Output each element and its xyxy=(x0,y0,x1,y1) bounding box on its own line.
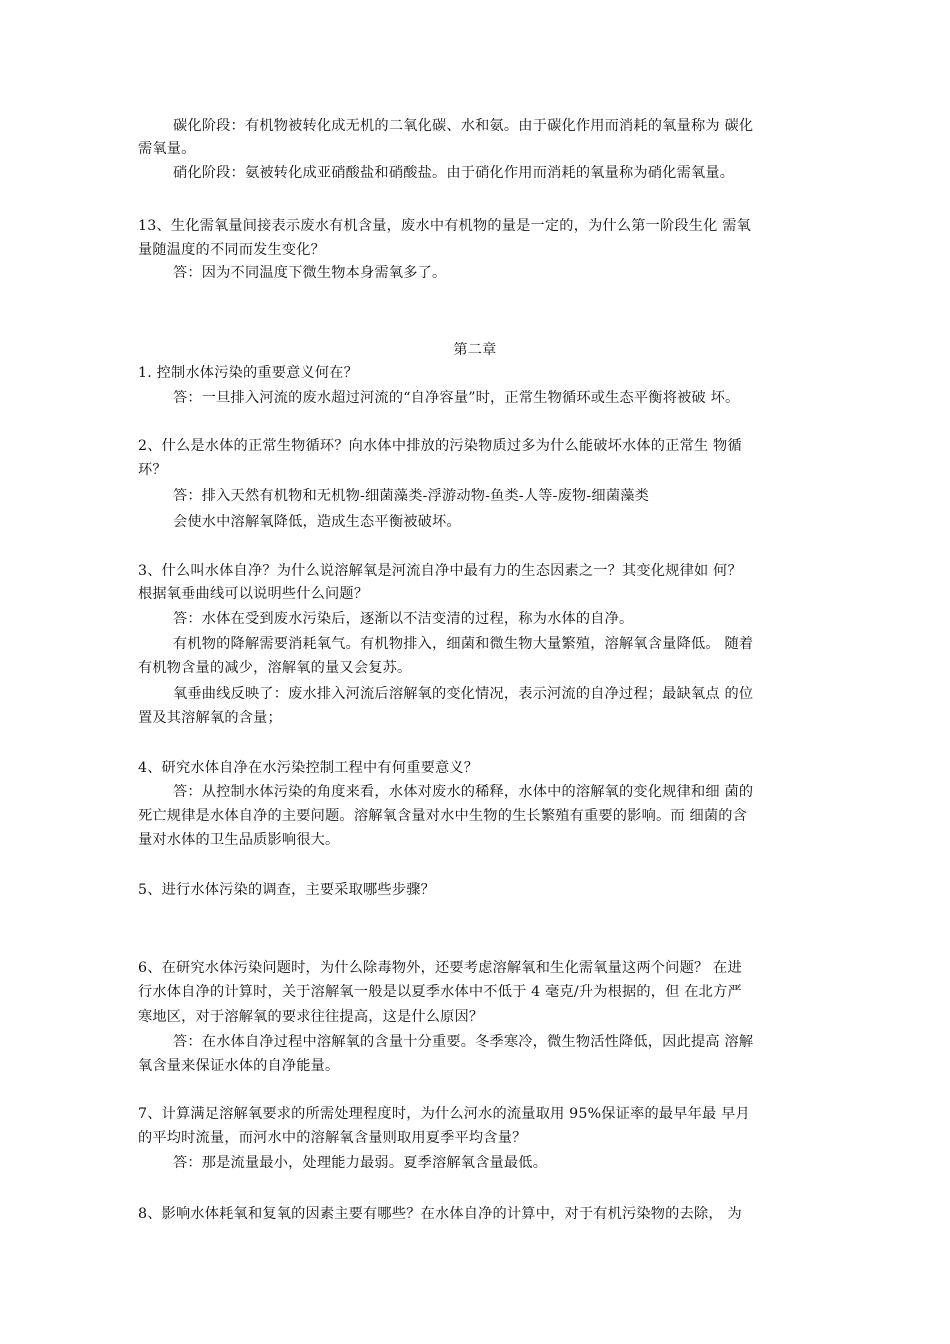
question-line: 5、进行水体污染的调查，主要采取哪些步骤？ xyxy=(138,882,435,898)
answer-line: 置及其溶解氧的含量； xyxy=(138,710,282,726)
question-line: 量随温度的不同而发生变化？ xyxy=(138,242,326,258)
answer-line: 答：那是流量最小，处理能力最弱。夏季溶解氧含量最低。 xyxy=(173,1155,548,1171)
question-line: 4、研究水体自净在水污染控制工程中有何重要意义？ xyxy=(138,760,479,776)
question-line: 环？ xyxy=(138,462,167,478)
question-line: 13、生化需氧量间接表示废水有机含量，废水中有机物的量是一定的，为什么第一阶段生化 需氧 xyxy=(138,218,752,234)
answer-line: 答：从控制水体污染的角度来看，水体对废水的稀释，水体中的溶解氧的变化规律和细 菌的 xyxy=(173,784,754,800)
question-line: 7、计算满足溶解氧要求的所需处理程度时，为什么河水的流量取用 95%保证率的最早年最 早月 xyxy=(138,1106,750,1122)
question-line: 根据氧垂曲线可以说明些什么问题？ xyxy=(138,586,369,602)
answer-line: 有机物的降解需要消耗氧气。有机物排入，细菌和微生物大量繁殖，溶解氧含量降低。 随着 xyxy=(173,636,754,652)
answer-line: 量对水体的卫生品质影响很大。 xyxy=(138,832,340,848)
answer-line: 氧垂曲线反映了：废水排入河流后溶解氧的变化情况，表示河流的自净过程；最缺氧点 的位 xyxy=(173,686,754,702)
question-line: 的平均时流量，而河水中的溶解氧含量则取用夏季平均含量？ xyxy=(138,1130,527,1146)
text-line: 需氧量。 xyxy=(138,141,196,157)
question-line: 6、在研究水体污染问题时，为什么除毒物外，还要考虑溶解氧和生化需氧量这两个问题？ 在进 xyxy=(138,960,742,976)
answer-line: 有机物含量的减少，溶解氧的量又会复苏。 xyxy=(138,660,412,676)
text-line: 硝化阶段：氨被转化成亚硝酸盐和硝酸盐。由于硝化作用而消耗的氧量称为硝化需氧量。 xyxy=(173,165,735,181)
question-line: 2、什么是水体的正常生物循环？向水体中排放的污染物质过多为什么能破坏水体的正常生 物循 xyxy=(138,438,742,454)
answer-line: 会使水中溶解氧降低，造成生态平衡被破坏。 xyxy=(173,514,461,530)
question-line: 1. 控制水体污染的重要意义何在？ xyxy=(138,365,359,381)
question-line: 行水体自净的计算时，关于溶解氧一般是以夏季水体中不低于 4 毫克/升为根据的，但 在北方严 xyxy=(138,984,742,1000)
answer-line: 氧含量来保证水体的自净能量。 xyxy=(138,1058,340,1074)
answer-line: 答：因为不同温度下微生物本身需氧多了。 xyxy=(173,265,447,281)
answer-line: 死亡规律是水体自净的主要问题。溶解氧含量对水中生物的生长繁殖有重要的影响。而 细菌的含 xyxy=(138,808,747,824)
answer-line: 答：水体在受到废水污染后，逐渐以不洁变清的过程，称为水体的自净。 xyxy=(173,611,634,627)
chapter-title: 第二章 xyxy=(453,342,497,358)
text-line: 碳化阶段：有机物被转化成无机的二氧化碳、水和氨。由于碳化作用而消耗的氧量称为 碳化 xyxy=(173,118,754,134)
question-line: 3、什么叫水体自净？为什么说溶解氧是河流自净中最有力的生态因素之一？其变化规律如 何？ xyxy=(138,563,742,579)
question-line: 8、影响水体耗氧和复氧的因素主要有哪些？在水体自净的计算中，对于有机污染物的去除， 为 xyxy=(138,1206,742,1222)
question-line: 寒地区，对于溶解氧的要求往往提高，这是什么原因？ xyxy=(138,1009,484,1025)
answer-line: 答：排入天然有机物和无机物-细菌藻类-浮游动物-鱼类-人等-废物-细菌藻类 xyxy=(173,488,649,504)
answer-line: 答：一旦排入河流的废水超过河流的“自净容量”时，正常生物循环或生态平衡将被破 坏。 xyxy=(173,390,740,406)
answer-line: 答：在水体自净过程中溶解氧的含量十分重要。冬季寒冷，微生物活性降低，因此提高 溶解 xyxy=(173,1034,754,1050)
